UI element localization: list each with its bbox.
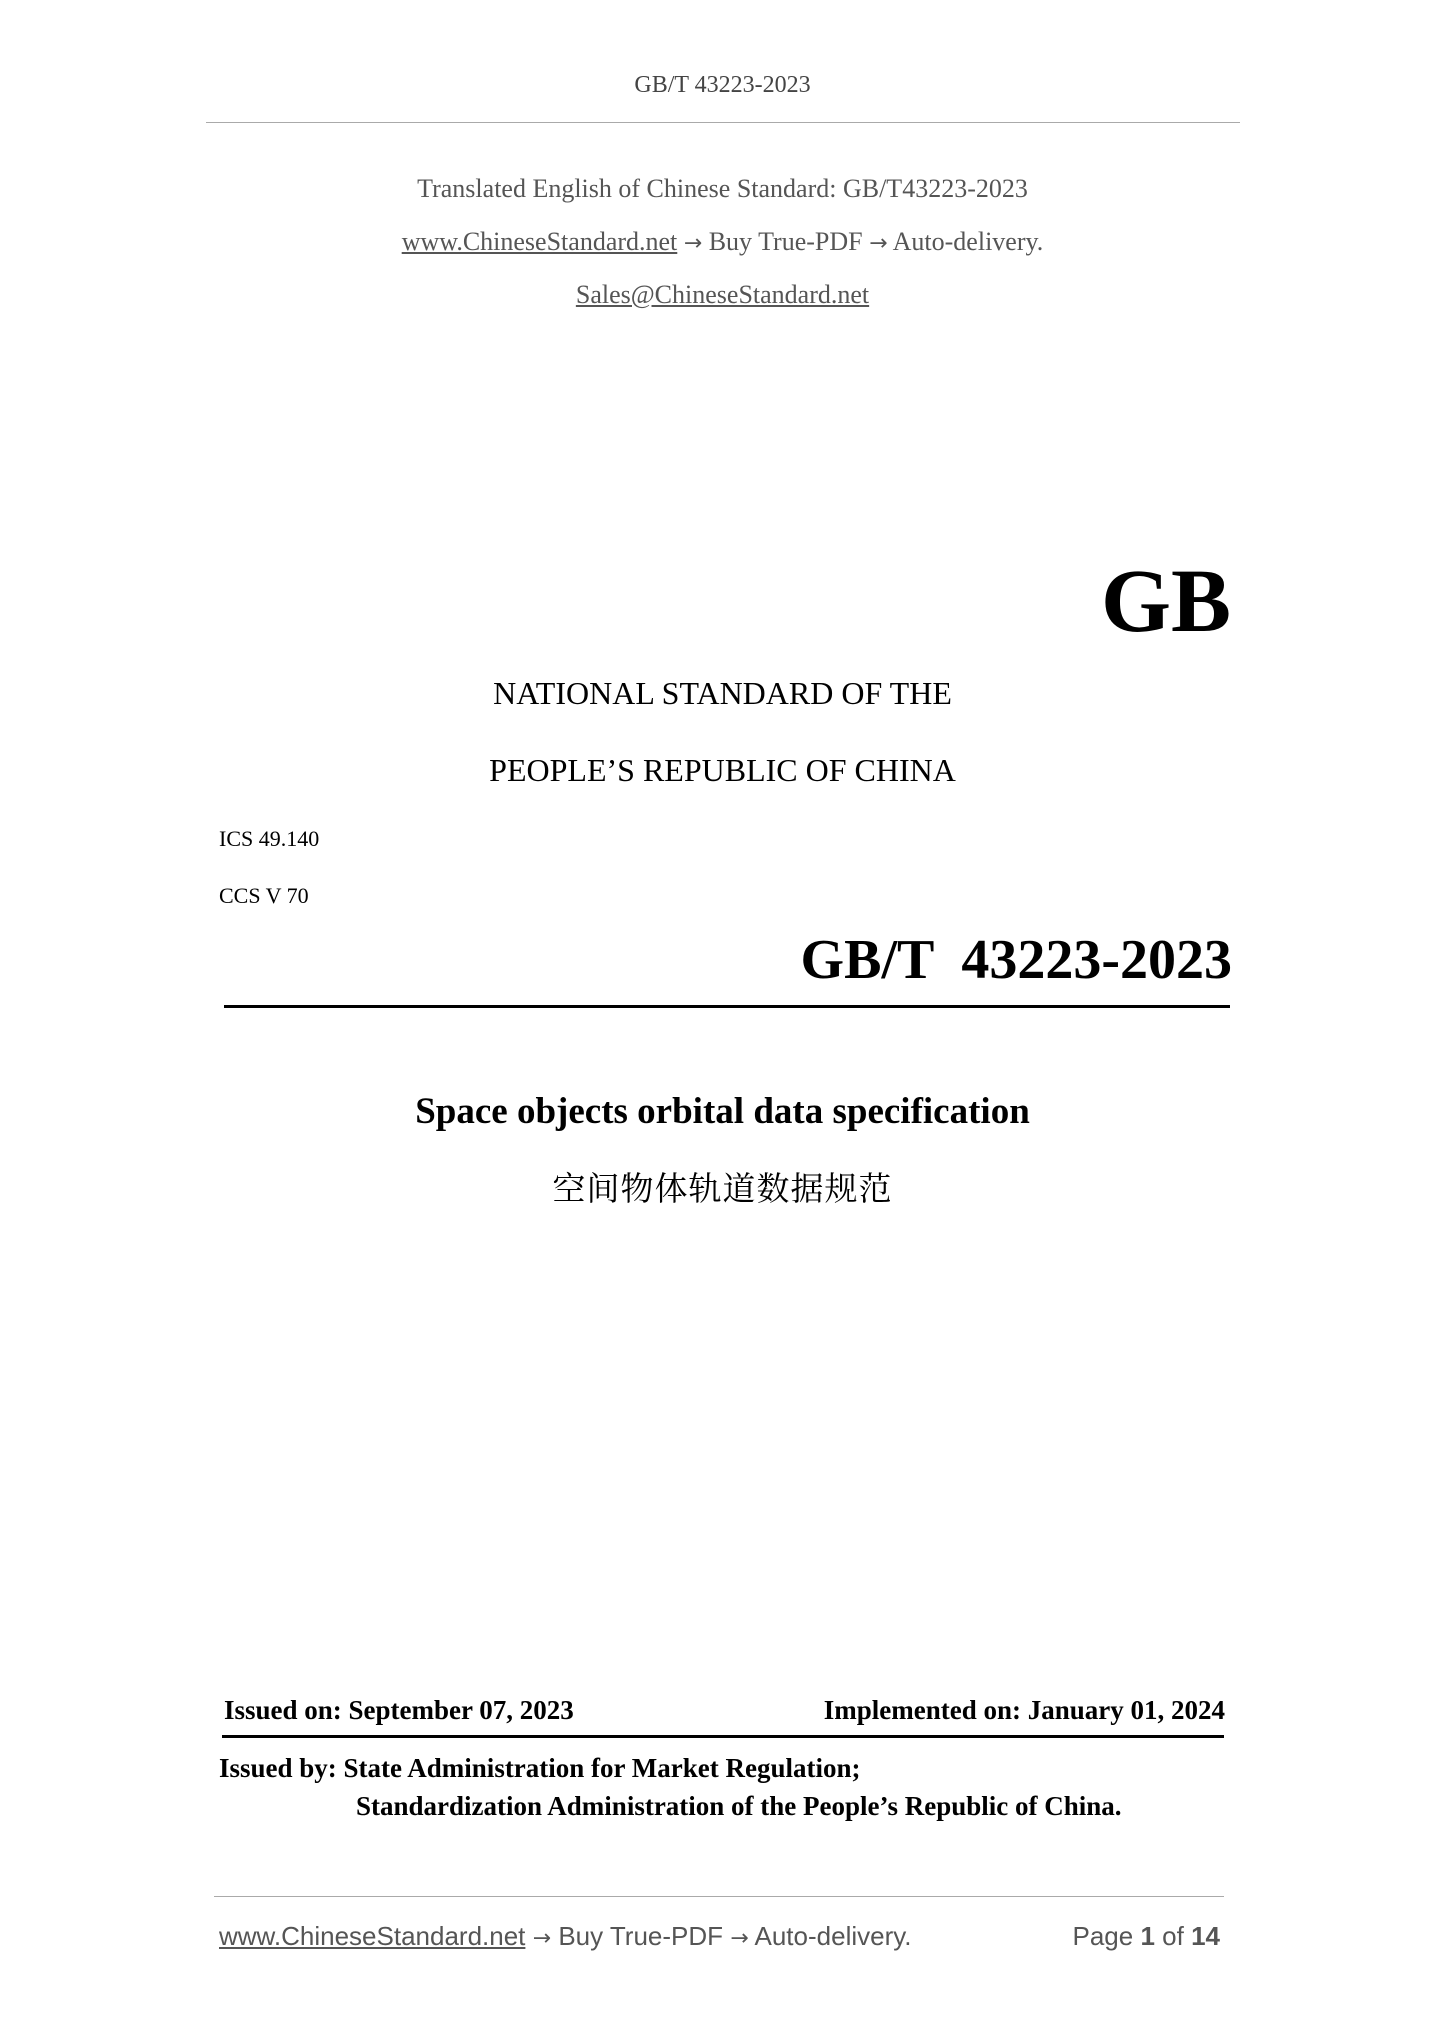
page-label: Page bbox=[1072, 1921, 1134, 1951]
footer-divider bbox=[214, 1896, 1224, 1897]
page-total: 14 bbox=[1191, 1921, 1220, 1951]
arrow-right-icon: → bbox=[730, 1926, 749, 1951]
national-standard-line1: NATIONAL STANDARD OF THE bbox=[493, 675, 952, 711]
of-label: of bbox=[1162, 1921, 1184, 1951]
gb-mark: GB bbox=[1100, 552, 1231, 651]
header-divider bbox=[206, 122, 1240, 123]
email-line bbox=[0, 280, 1445, 310]
sales-email-link[interactable]: Sales@ChineseStandard.net bbox=[575, 280, 870, 309]
chinese-title: 空间物体轨道数据规范 bbox=[552, 1169, 893, 1208]
issued-on-date: Issued on: September 07, 2023 bbox=[224, 1695, 574, 1725]
arrow-right-icon: → bbox=[683, 231, 703, 256]
footer-buy-text: Buy True-PDF bbox=[558, 1921, 724, 1951]
code-divider bbox=[224, 1005, 1230, 1008]
english-title: Space objects orbital data specification bbox=[415, 1091, 1030, 1132]
issued-by-line2: Standardization Administration of the People’s Republic of China. bbox=[356, 1791, 1122, 1821]
auto-delivery-text: Auto-delivery. bbox=[892, 227, 1044, 256]
implemented-on-date: Implemented on: January 01, 2024 bbox=[823, 1695, 1225, 1725]
footer-purchase-line bbox=[219, 1921, 912, 1952]
standard-code: GB/T 43223-2023 bbox=[800, 929, 1232, 991]
buy-true-pdf-text: Buy True-PDF bbox=[708, 227, 863, 256]
page-indicator bbox=[1072, 1921, 1220, 1952]
page-header-title: GB/T 43223-2023 bbox=[634, 72, 811, 98]
purchase-line bbox=[0, 227, 1445, 257]
national-standard-line2: PEOPLE’S REPUBLIC OF CHINA bbox=[489, 752, 956, 788]
footer-delivery-text: Auto-delivery. bbox=[754, 1921, 912, 1951]
dates-divider bbox=[222, 1735, 1224, 1738]
ics-code: ICS 49.140 bbox=[219, 826, 320, 851]
translation-notice: Translated English of Chinese Standard: GB/T43223-2023 bbox=[417, 174, 1028, 203]
arrow-right-icon: → bbox=[869, 231, 888, 256]
page-number: 1 bbox=[1140, 1921, 1155, 1951]
issued-by-line1: Issued by: State Administration for Market Regulation; bbox=[219, 1753, 861, 1783]
arrow-right-icon: → bbox=[532, 1926, 552, 1951]
site-link[interactable]: www.ChineseStandard.net bbox=[401, 227, 678, 256]
ccs-code: CCS V 70 bbox=[219, 883, 309, 908]
footer-site-link[interactable]: www.ChineseStandard.net bbox=[219, 1921, 526, 1951]
